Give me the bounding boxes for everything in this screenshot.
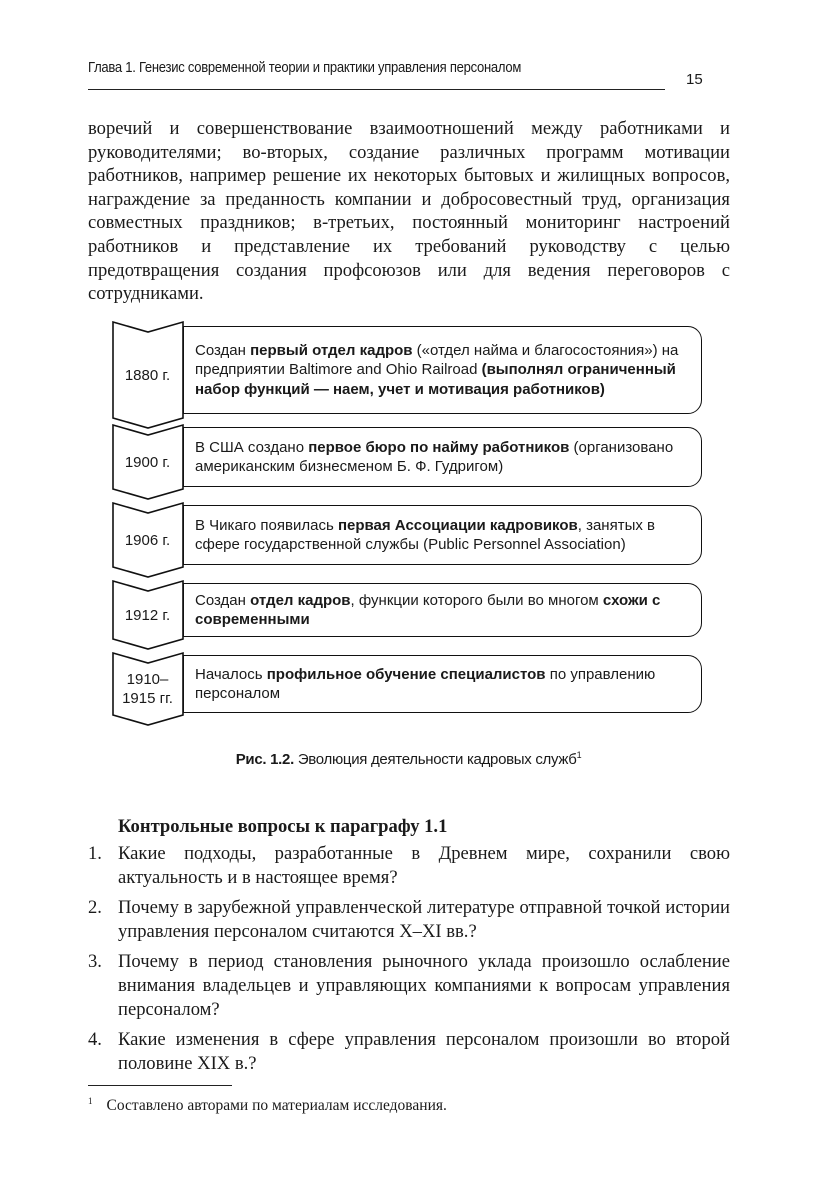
question-number: 3. (88, 951, 102, 973)
running-header: Глава 1. Генезис современной теории и практики управления персоналом (88, 60, 522, 76)
question-text: Какие изменения в сфере управления персоналом произошли во второй половине XIX в.? (118, 1029, 730, 1074)
event-text-regular: по управлению персоналом (195, 665, 656, 702)
event-text-regular: , функции которого были во многом (350, 591, 603, 609)
question-item (88, 896, 730, 943)
header-rule (88, 89, 665, 90)
event-text-regular: Началось (195, 665, 267, 683)
questions-heading: Контрольные вопросы к параграфу 1.1 (118, 816, 448, 837)
timeline-year: 1910– 1915 гг. (122, 671, 173, 707)
question-text: Почему в зарубежной управленческой литературе отправной точкой истории управления персоналом считаются X–XI вв.? (118, 897, 730, 942)
event-text-regular: В Чикаго появилась (195, 516, 338, 534)
event-text-regular: , занятых в сфере государственной службы (Public Personnel Association) (195, 516, 655, 553)
event-text (195, 438, 693, 477)
event-text-regular: («отдел найма и благосостояния») на предприятии Baltimore and Ohio Railroad (195, 341, 679, 379)
question-item (88, 842, 730, 889)
event-text-regular: (организовано американским бизнесменом Б. Ф. Гудригом) (195, 438, 674, 475)
event-text (195, 516, 693, 555)
figure-caption (0, 751, 817, 768)
timeline-row (112, 503, 702, 567)
timeline-row (112, 425, 702, 489)
event-text-bold: схожи с современными (195, 591, 661, 628)
question-item (88, 1028, 730, 1075)
timeline-year: 1912 г. (124, 606, 171, 624)
question-item (88, 950, 730, 1021)
timeline-event-box (183, 326, 702, 414)
event-text-regular: Создан (195, 341, 251, 359)
question-text: Какие подходы, разработанные в Древнем мире, сохранили свою актуальность и в настоящее время? (118, 843, 730, 888)
timeline-year: 1906 г. (124, 531, 171, 549)
question-text: Почему в период становления рыночного уклада произошло ослабление внимания владельцев и управляющих компаниями к вопросам управления персоналом? (118, 951, 730, 1020)
caption-footnote-mark: 1 (576, 750, 582, 760)
footnote-rule (88, 1085, 232, 1086)
footnote-text: Составлено авторами по материалам исследования. (106, 1097, 447, 1114)
body-paragraph: воречий и совершенствование взаимоотношений между работниками и руководителями; во-вторых, создание различных программ мотивации работников, например решение их некоторых бытовых и жилищных вопросов, награждение за преданность компании и добросовестный труд, организация совместных праздников; в-третьих, постоянный мониторинг настроений работников и представление их требований руководству с целью предотвращения создания профсоюзов или для ведения переговоров с сотрудниками. (88, 118, 730, 305)
timeline-year: 1900 г. (124, 453, 171, 471)
footnote-mark: 1 (88, 1096, 93, 1106)
timeline-event-box (183, 655, 702, 713)
event-text-regular: Создан (195, 591, 251, 609)
footnote (88, 1097, 447, 1115)
caption-text: Эволюция деятельности кадровых служб (293, 751, 577, 768)
page-number: 15 (686, 71, 703, 88)
event-text-bold: первое бюро по найму работников (308, 438, 570, 456)
caption-label: Рис. 1.2. (235, 751, 294, 768)
timeline-row (112, 653, 702, 715)
event-text (195, 665, 693, 704)
event-text-bold: первый отдел кадров (250, 341, 413, 359)
question-number: 4. (88, 1029, 102, 1051)
event-text-bold: первая Ассоциации кадровиков (337, 516, 578, 534)
timeline-event-box (183, 505, 702, 565)
event-text (195, 591, 693, 630)
event-text-bold: профильное обучение специалистов (266, 665, 546, 683)
timeline-year: 1880 г. (124, 366, 171, 384)
event-text-bold: (выполнял ограниченный набор функций — наем, учет и мотивация работников) (195, 361, 676, 398)
timeline-event-box (183, 583, 702, 637)
timeline-row (112, 322, 702, 418)
event-text-regular: В США создано (195, 438, 309, 456)
event-text (195, 341, 693, 400)
questions-list (88, 842, 730, 1082)
event-text-bold: отдел кадров (250, 591, 351, 609)
question-number: 1. (88, 843, 102, 864)
timeline-event-box (183, 427, 702, 487)
timeline-row (112, 581, 702, 639)
question-number: 2. (88, 897, 102, 919)
